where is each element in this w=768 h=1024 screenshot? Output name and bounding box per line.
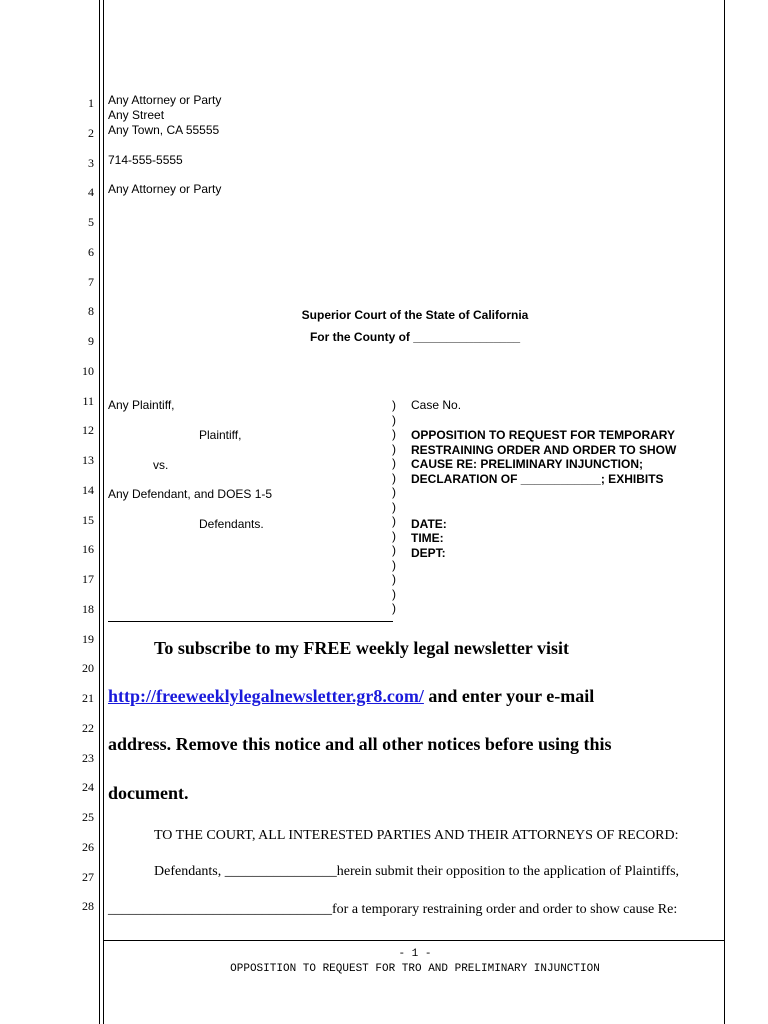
- newsletter-link[interactable]: http://freeweeklylegalnewsletter.gr8.com/: [108, 686, 424, 706]
- line-number: 9: [88, 334, 94, 348]
- caption-paren: ): [392, 514, 396, 528]
- notice-line-2: [108, 685, 594, 707]
- caption-underline: [108, 621, 393, 622]
- line-number: 20: [82, 661, 94, 676]
- right-margin-rule: [724, 0, 725, 1024]
- line-number: 11: [82, 393, 94, 408]
- document-title-line-1: OPPOSITION TO REQUEST FOR TEMPORARY: [411, 428, 676, 442]
- caption-paren: ): [392, 557, 396, 572]
- attorney-street: Any Street: [108, 108, 165, 122]
- body-line-1: TO THE COURT, ALL INTERESTED PARTIES AND THEIR ATTORNEYS OF RECORD:: [154, 828, 679, 843]
- hearing-dept-label: DEPT:: [411, 546, 446, 560]
- caption-paren: ): [392, 572, 396, 586]
- attorney-name: Any Attorney or Party: [108, 93, 222, 107]
- versus: vs.: [153, 458, 169, 472]
- caption-paren: ): [392, 441, 396, 456]
- caption-paren: ): [392, 499, 396, 514]
- line-number: 24: [82, 780, 94, 795]
- line-number: 7: [88, 274, 94, 289]
- court-title: Superior Court of the State of California: [301, 308, 529, 322]
- caption-paren: ): [392, 398, 396, 412]
- notice-line-1: To subscribe to my FREE weekly legal newsletter visit: [154, 638, 569, 658]
- defendant-role: Defendants.: [199, 517, 264, 531]
- document-title-line-4: DECLARATION OF ____________; EXHIBITS: [411, 472, 664, 486]
- caption-paren: ): [392, 485, 396, 499]
- line-number: 28: [82, 899, 94, 914]
- case-number-label: Case No.: [411, 398, 462, 412]
- line-number: 5: [88, 215, 94, 229]
- footer-title: OPPOSITION TO REQUEST FOR TRO AND PRELIMINARY INJUNCTION: [230, 963, 600, 975]
- caption-paren: ): [392, 470, 396, 485]
- notice-line-4: document.: [108, 783, 189, 803]
- body-line-3: ________________________________for a temporary restraining order and order to show cause Re:: [108, 902, 678, 917]
- attorney-city: Any Town, CA 55555: [108, 123, 220, 137]
- caption-paren: ): [392, 528, 396, 543]
- line-number: 10: [82, 363, 94, 378]
- document-title-line-2: RESTRAINING ORDER AND ORDER TO SHOW: [411, 443, 677, 457]
- line-number: 22: [82, 720, 94, 735]
- court-county: For the County of ________________: [309, 330, 521, 344]
- caption-paren: ): [392, 456, 396, 470]
- line-number: 19: [82, 631, 94, 646]
- caption-parentheses: [392, 398, 396, 616]
- attorney-for-party: Any Attorney or Party: [108, 182, 222, 196]
- line-number: 4: [88, 185, 94, 200]
- hearing-date-label: DATE:: [411, 517, 447, 531]
- hearing-time-label: TIME:: [411, 531, 444, 545]
- caption-paren: ): [392, 543, 396, 557]
- plaintiff-role: Plaintiff,: [199, 428, 242, 442]
- line-number: 12: [82, 423, 94, 438]
- caption-paren: ): [392, 586, 396, 601]
- attorney-phone: 714-555-5555: [108, 153, 183, 167]
- notice-line-2-rest: and enter your e-mail: [423, 686, 595, 706]
- line-number: 25: [82, 810, 94, 824]
- line-number: 8: [88, 304, 94, 319]
- line-number: 13: [82, 453, 94, 467]
- line-number: 18: [82, 601, 94, 616]
- notice-line-3: address. Remove this notice and all other notices before using this: [108, 734, 612, 754]
- footer-rule: [104, 940, 724, 941]
- plaintiff-name: Any Plaintiff,: [108, 398, 175, 412]
- line-number: 21: [82, 691, 94, 705]
- defendant-name: Any Defendant, and DOES 1-5: [108, 487, 273, 501]
- line-number: 17: [82, 572, 94, 586]
- page-number: - 1 -: [398, 948, 432, 960]
- line-number: 16: [82, 542, 94, 557]
- line-number: 27: [82, 869, 94, 884]
- line-number: 3: [88, 155, 94, 170]
- line-number: 26: [82, 839, 94, 854]
- left-margin-rule-outer: [99, 0, 100, 1024]
- line-number: 23: [82, 750, 94, 765]
- caption-paren: ): [392, 427, 396, 441]
- caption-paren: ): [392, 412, 396, 427]
- caption-paren: ): [392, 601, 396, 615]
- line-number: 14: [82, 482, 94, 497]
- line-number: 6: [88, 244, 94, 259]
- document-title-line-3: CAUSE RE: PRELIMINARY INJUNCTION;: [411, 457, 644, 471]
- line-number: 15: [82, 512, 94, 527]
- left-margin-rule-inner: [103, 0, 104, 1024]
- body-line-2: Defendants, ________________herein submit their opposition to the application of Plaintiffs,: [154, 864, 680, 879]
- line-number: 2: [88, 125, 94, 140]
- line-number: 1: [88, 96, 94, 110]
